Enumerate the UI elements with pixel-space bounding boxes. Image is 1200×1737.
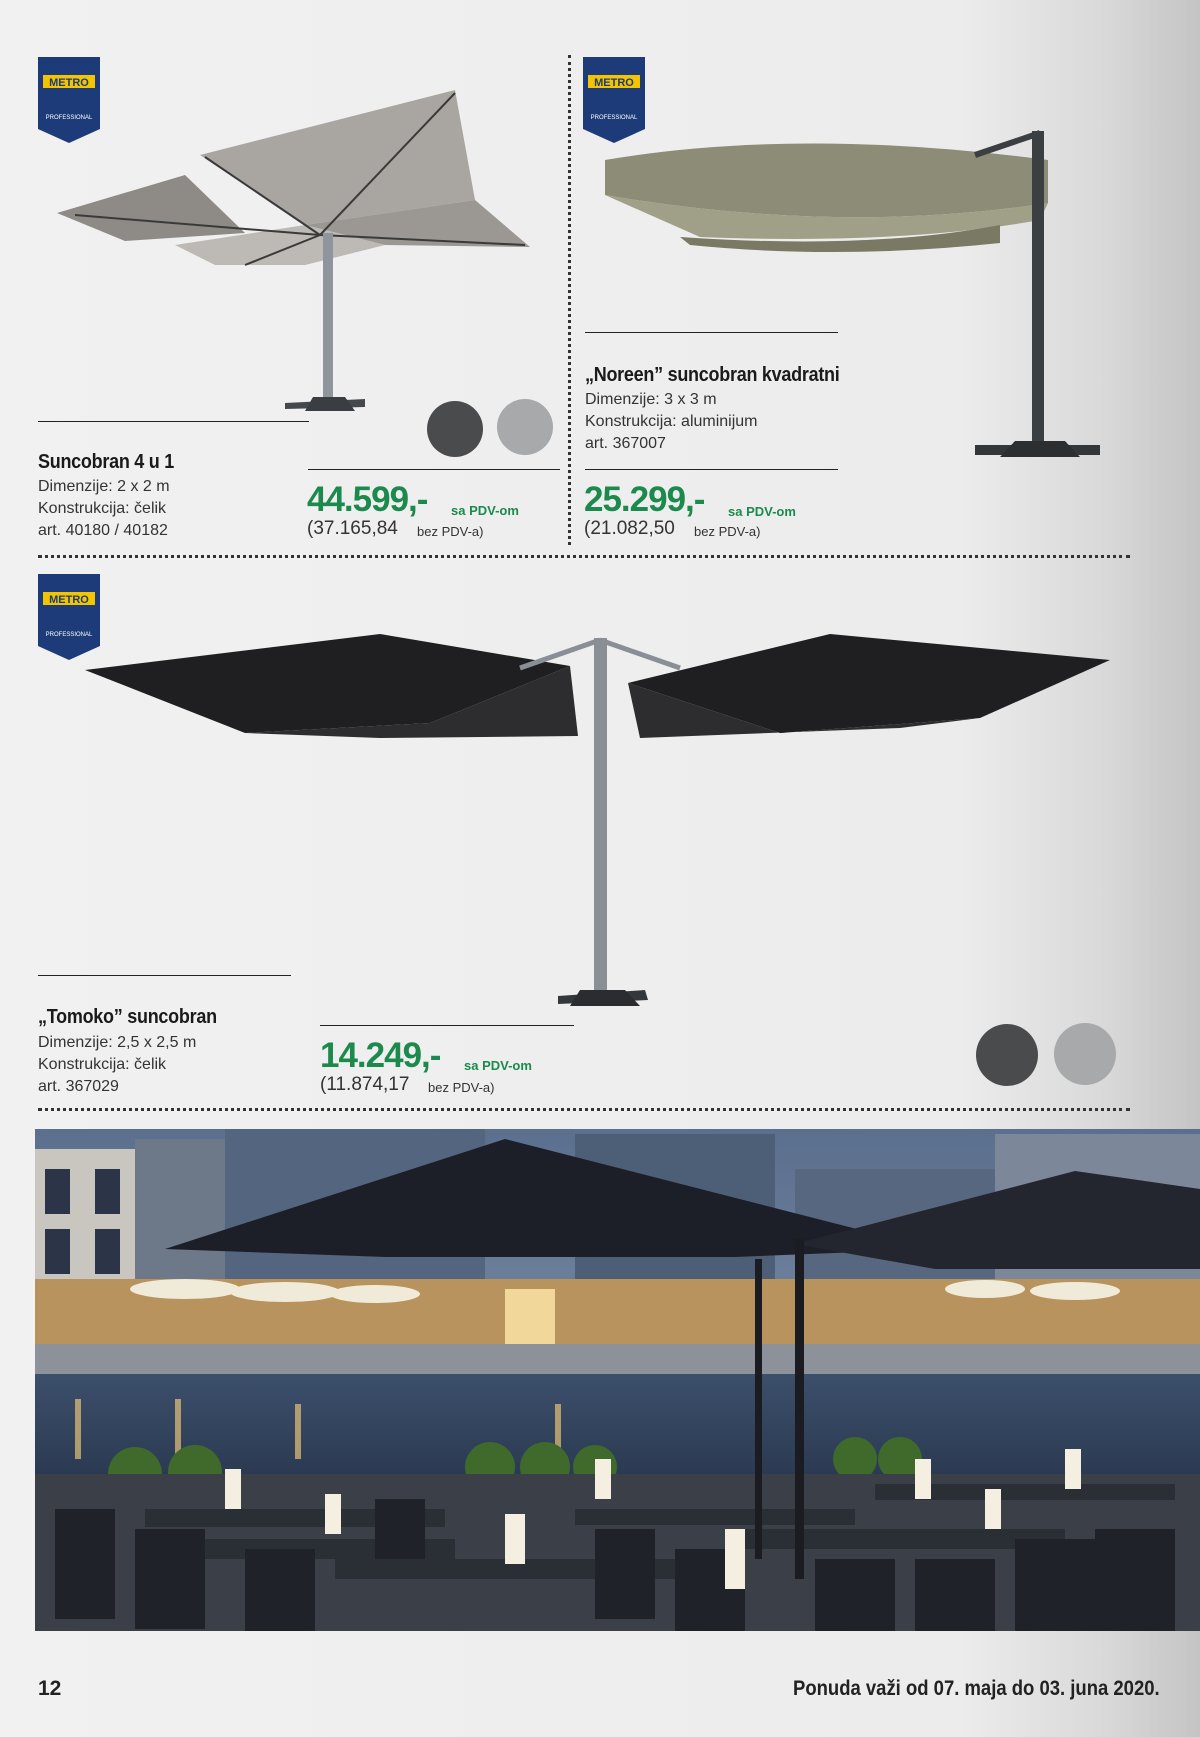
title-rule xyxy=(38,421,309,422)
title-rule xyxy=(585,332,838,333)
price-with-vat: 44.599,- xyxy=(307,480,428,519)
svg-text:PROFESSIONAL: PROFESSIONAL xyxy=(45,115,93,121)
svg-text:PROFESSIONAL: PROFESSIONAL xyxy=(45,632,93,638)
svg-text:METRO: METRO xyxy=(49,594,89,606)
product-dimensions: Dimenzije: 3 x 3 m xyxy=(585,391,717,408)
price-vat-label: sa PDV-om xyxy=(451,503,519,518)
product-article: art. 367007 xyxy=(585,435,666,452)
product-construction: Konstrukcija: čelik xyxy=(38,500,167,517)
umbrella-4in1-image xyxy=(55,85,535,415)
section-divider xyxy=(38,555,1130,558)
svg-text:METRO: METRO xyxy=(594,77,634,89)
umbrella-tomoko-image xyxy=(80,628,1120,1008)
section-divider xyxy=(38,1108,1130,1111)
price-net-label: bez PDV-a) xyxy=(428,1080,495,1095)
price-rule xyxy=(308,469,560,470)
price-with-vat: 25.299,- xyxy=(584,480,705,519)
price-rule xyxy=(585,469,838,470)
offer-validity: Ponuda važi od 07. maja do 03. juna 2020. xyxy=(793,1677,1160,1700)
product-title: „Noreen” suncobran kvadratni xyxy=(585,364,840,386)
product-title: Suncobran 4 u 1 xyxy=(38,451,174,473)
title-rule xyxy=(38,975,291,976)
price-rule xyxy=(320,1025,574,1026)
product-dimensions: Dimenzije: 2,5 x 2,5 m xyxy=(38,1034,197,1051)
price-net-label: bez PDV-a) xyxy=(417,524,484,539)
svg-text:PROFESSIONAL: PROFESSIONAL xyxy=(590,115,638,121)
product-title: „Tomoko” suncobran xyxy=(38,1006,217,1028)
price-without-vat: (21.082,50 xyxy=(584,518,675,539)
color-swatch-anthracite xyxy=(427,401,483,457)
price-vat-label: sa PDV-om xyxy=(464,1058,532,1073)
terrace-photo xyxy=(35,1129,1200,1631)
price-net-label: bez PDV-a) xyxy=(694,524,761,539)
product-dimensions: Dimenzije: 2 x 2 m xyxy=(38,478,170,495)
price-without-vat: (11.874,17 xyxy=(320,1074,410,1095)
product-construction: Konstrukcija: aluminijum xyxy=(585,413,758,430)
svg-text:METRO: METRO xyxy=(49,77,89,89)
price-without-vat: (37.165,84 xyxy=(307,518,398,539)
price-with-vat: 14.249,- xyxy=(320,1036,441,1075)
product-construction: Konstrukcija: čelik xyxy=(38,1056,167,1073)
price-vat-label: sa PDV-om xyxy=(728,504,796,519)
product-article: art. 40180 / 40182 xyxy=(38,522,168,539)
color-swatch-grey xyxy=(1054,1023,1116,1085)
color-swatch-grey xyxy=(497,399,553,455)
color-swatch-anthracite xyxy=(976,1024,1038,1086)
product-article: art. 367029 xyxy=(38,1078,119,1095)
column-divider xyxy=(568,55,571,545)
page-number: 12 xyxy=(38,1677,62,1700)
